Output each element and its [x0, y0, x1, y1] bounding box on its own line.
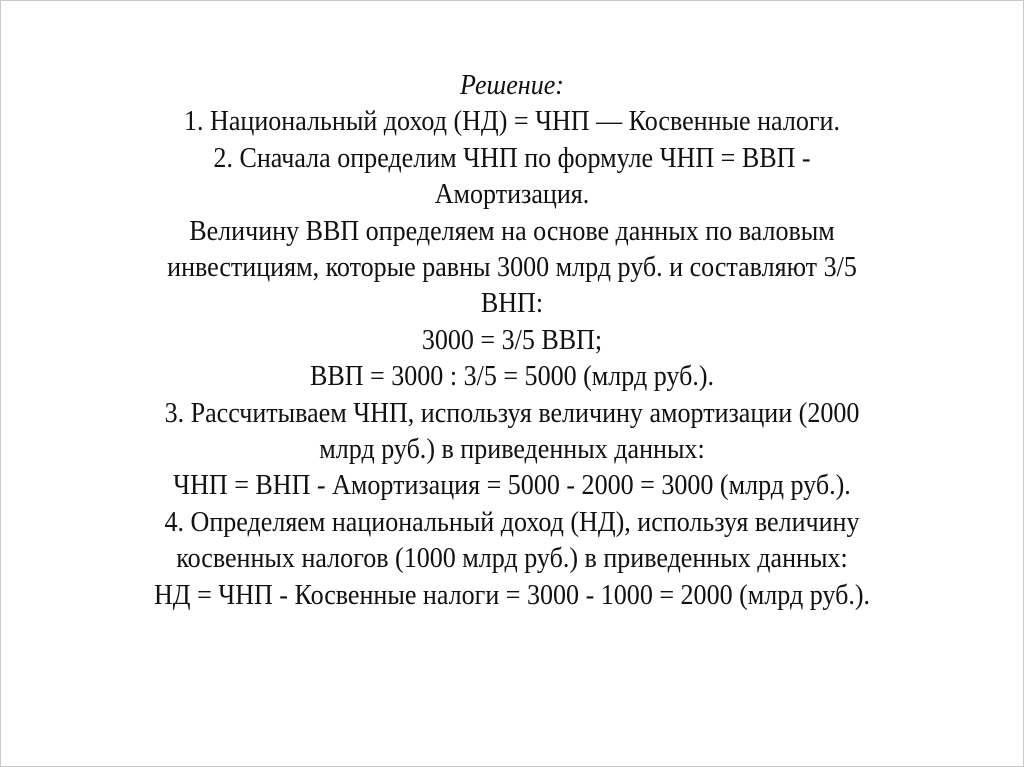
- text-line: косвенных налогов (1000 млрд руб.) в приведенных данных:: [176, 543, 848, 575]
- text-line: инвестициям, которые равны 3000 млрд руб. и составляют 3/5: [167, 252, 857, 284]
- text-line: 3. Рассчитываем ЧНП, используя величину амортизации (2000: [164, 397, 860, 429]
- text-line: ВВП = 3000 : 3/5 = 5000 (млрд руб.).: [309, 361, 715, 393]
- text-line: 3000 = 3/5 ВВП;: [421, 324, 603, 356]
- text-line: Величину ВВП определяем на основе данных по валовым: [189, 215, 835, 247]
- solution-text: [37, 68, 987, 614]
- text-line: ВНП:: [480, 288, 544, 320]
- solution-heading: Решение:: [460, 70, 564, 101]
- text-line: ЧНП = ВНП - Амортизация = 5000 - 2000 = 3000 (млрд руб.).: [173, 470, 851, 502]
- text-line: Амортизация.: [434, 179, 590, 211]
- text-line: 2. Сначала определим ЧНП по формуле ЧНП = ВВП -: [213, 142, 811, 174]
- text-line: 1. Национальный доход (НД) = ЧНП — Косвенные налоги.: [184, 106, 840, 138]
- text-line: млрд руб.) в приведенных данных:: [319, 434, 705, 466]
- text-line: 4. Определяем национальный доход (НД), используя величину: [164, 506, 860, 538]
- text-line: НД = ЧНП - Косвенные налоги = 3000 - 1000 = 2000 (млрд руб.).: [153, 579, 871, 611]
